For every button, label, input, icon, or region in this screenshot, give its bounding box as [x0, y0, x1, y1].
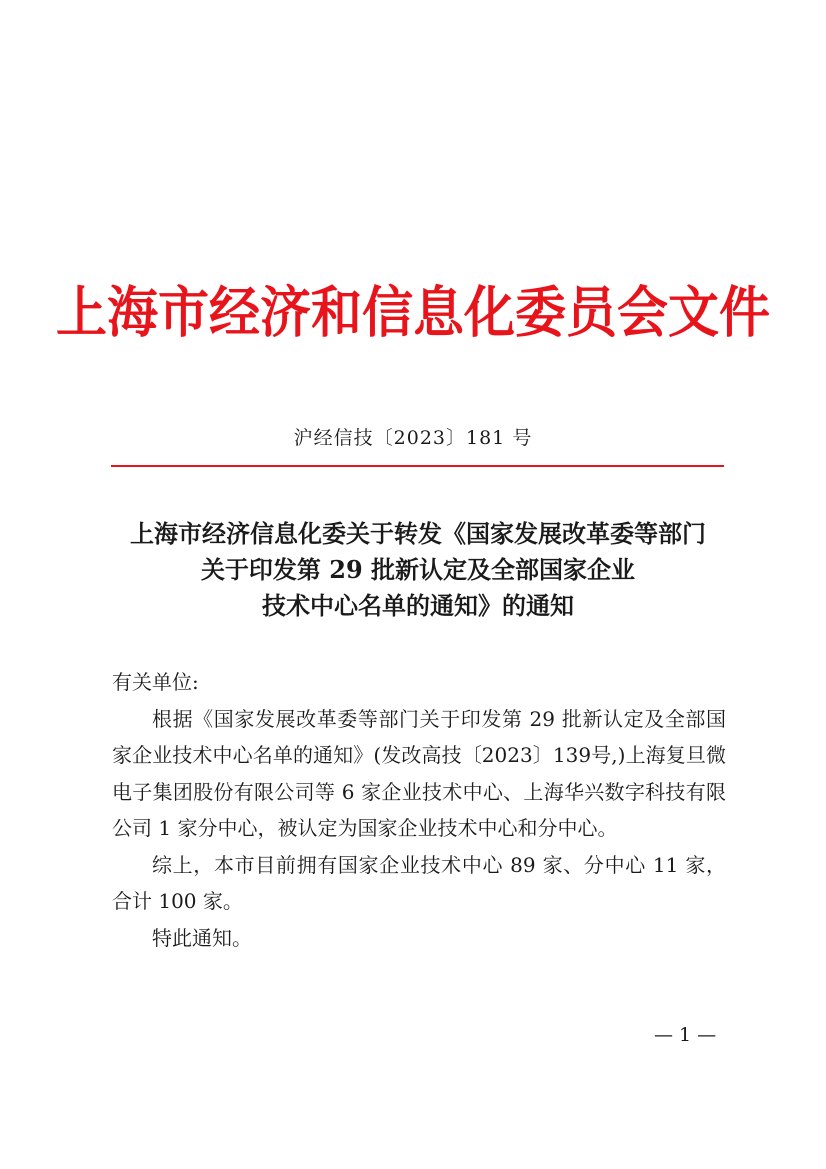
body-paragraph-3: 特此通知。 — [152, 925, 252, 950]
title-line-1: 上海市经济信息化委关于转发《国家发展改革委等部门 — [130, 519, 706, 548]
notice-title — [100, 516, 736, 624]
document-number: 沪经信技〔2023〕181 号 — [293, 427, 533, 449]
red-divider — [111, 465, 724, 467]
title-line-2: 关于印发第 29 批新认定及全部国家企业 — [200, 555, 636, 584]
page-number: — 1 — — [654, 1024, 717, 1046]
title-line-3: 技术中心名单的通知》的通知 — [262, 591, 574, 620]
issuer-masthead: 上海市经济和信息化委员会文件 — [55, 280, 770, 346]
salutation: 有关单位: — [112, 670, 199, 694]
body-paragraph-1: 根据《国家发展改革委等部门关于印发第 29 批新认定及全部国家企业技术中心名单的通知》(发改高技〔2023〕139号,)上海复旦微电子集团股份有限公司等 6 家企业技术中心、上海华兴数字科技有限公司 1 家分中心，被认定为国家企业技术中心和分中心。 — [112, 706, 726, 840]
notice-body — [112, 664, 726, 956]
body-paragraph-2: 综上，本市目前拥有国家企业技术中心 89 家、分中心 11 家，合计 100 家。 — [112, 852, 726, 913]
